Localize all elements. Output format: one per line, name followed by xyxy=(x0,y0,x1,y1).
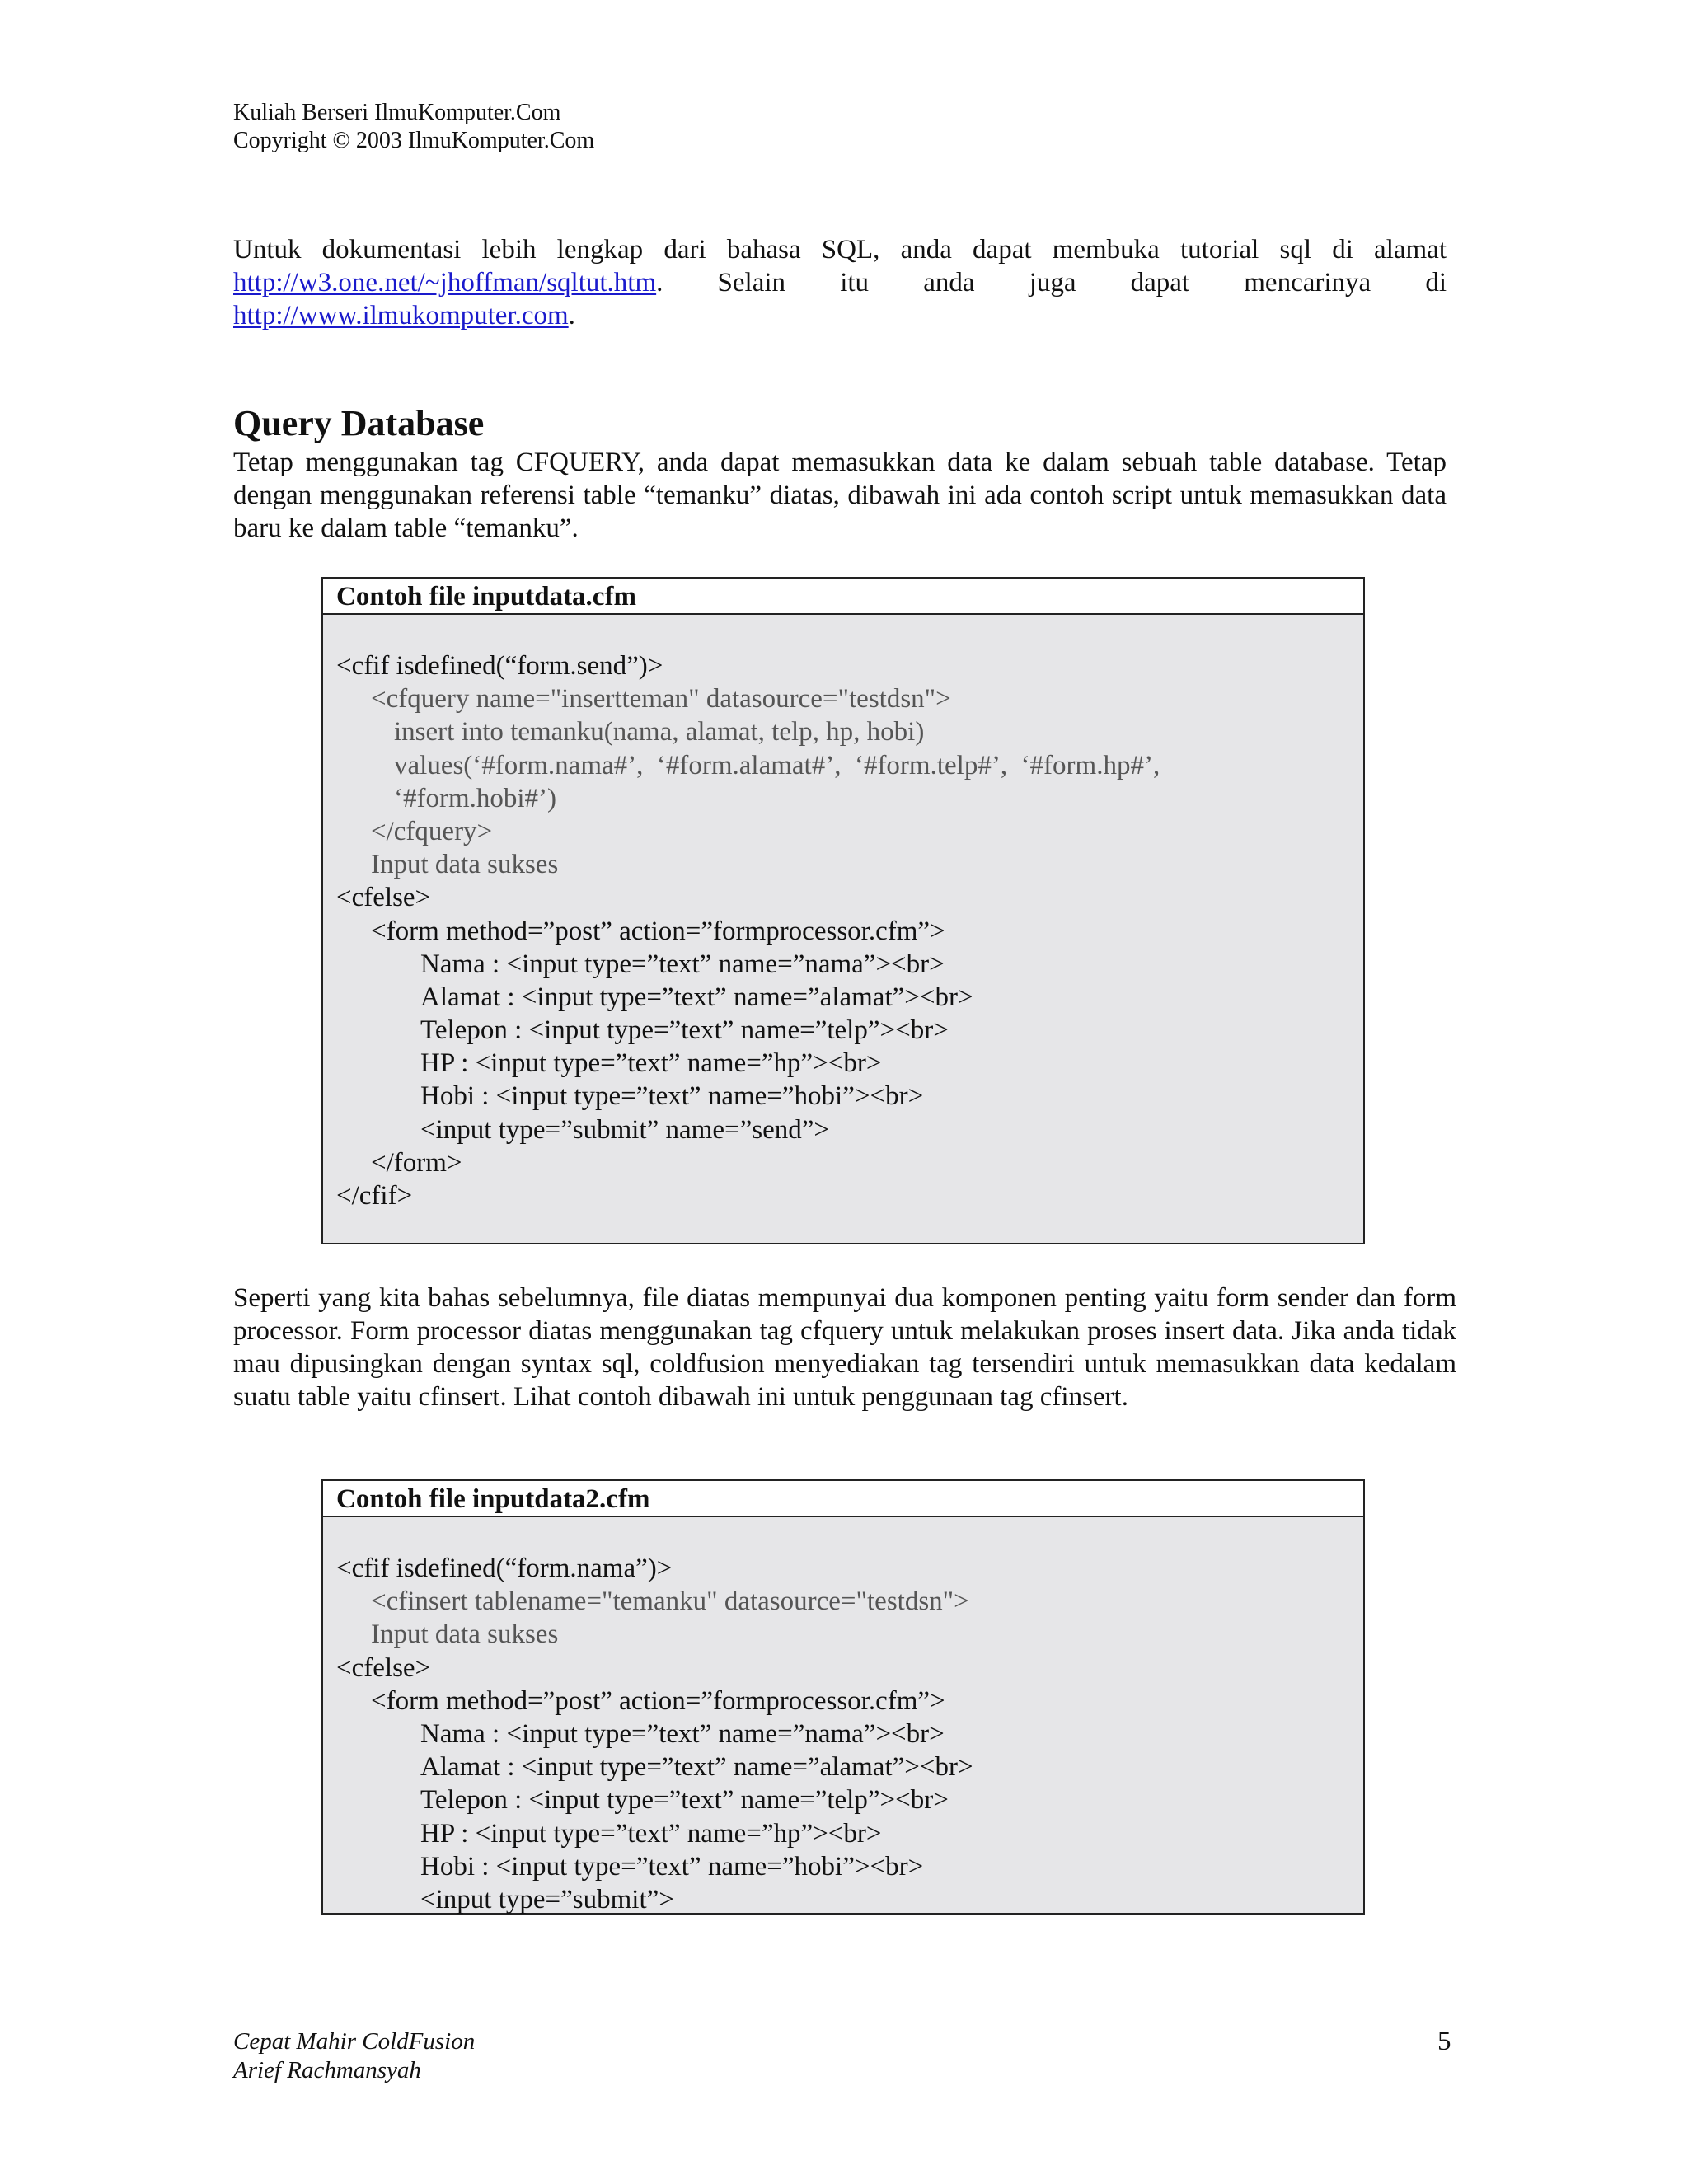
code-line: </form> xyxy=(371,1147,462,1178)
code-line: Nama : <input type=”text” name=”nama”><br> xyxy=(420,949,945,979)
intro-paragraph xyxy=(233,233,1447,332)
code-example-title: Contoh file inputdata2.cfm xyxy=(323,1481,1363,1517)
code-line: <cfelse> xyxy=(336,883,431,913)
code-line: Alamat : <input type=”text” name=”alamat”><br> xyxy=(420,1752,973,1783)
intro-text-1: Untuk dokumentasi lebih lengkap dari bahasa SQL, anda dapat membuka tutorial sql di alamat xyxy=(233,235,1447,265)
intro-text-2: . Selain itu anda juga dapat mencarinya di xyxy=(656,268,1447,298)
code-line: <cfelse> xyxy=(336,1652,431,1683)
code-line: Nama : <input type=”text” name=”nama”><br> xyxy=(420,1718,945,1749)
code-line: <cfinsert tablename="temanku" datasource="testdsn"> xyxy=(371,1586,969,1617)
section-paragraph-1: Tetap menggunakan tag CFQUERY, anda dapat memasukkan data ke dalam sebuah table database. Tetap dengan menggunakan referensi table “temanku” diatas, dibawah ini ada contoh script untuk memasukkan data baru ke dalam table “temanku”. xyxy=(233,448,1447,543)
code-line: ‘#form.hobi#’) xyxy=(394,783,557,813)
code-line: <cfif isdefined(“form.send”)> xyxy=(336,651,663,681)
code-line: HP : <input type=”text” name=”hp”><br> xyxy=(420,1818,882,1849)
page-footer xyxy=(233,2027,475,2085)
code-line: Input data sukses xyxy=(371,1619,559,1650)
intro-text-3: . xyxy=(568,301,575,330)
code-line: <cfif isdefined(“form.nama”)> xyxy=(336,1554,673,1583)
page-number: 5 xyxy=(1437,2027,1451,2056)
sqltut-link[interactable]: http://w3.one.net/~jhoffman/sqltut.htm xyxy=(233,268,657,298)
code-line: values(‘#form.nama#’, ‘#form.alamat#’, ‘#form.telp#’, ‘#form.hp#’, xyxy=(394,750,1160,780)
code-block xyxy=(323,615,1363,1212)
code-line: insert into temanku(nama, alamat, telp, hp, hobi) xyxy=(394,717,925,748)
ilmukomputer-link[interactable]: http://www.ilmukomputer.com xyxy=(233,301,569,330)
code-block xyxy=(323,1517,1363,1916)
code-line: HP : <input type=”text” name=”hp”><br> xyxy=(420,1048,882,1079)
code-line: Alamat : <input type=”text” name=”alamat”><br> xyxy=(420,982,973,1012)
code-example-title: Contoh file inputdata.cfm xyxy=(323,579,1363,615)
code-line: Hobi : <input type=”text” name=”hobi”><br> xyxy=(420,1851,924,1882)
code-line: <cfquery name="insertteman" datasource="testdsn"> xyxy=(371,684,951,715)
page-header xyxy=(233,99,594,155)
code-line: </cfif> xyxy=(336,1181,413,1211)
header-line-1: Kuliah Berseri IlmuKomputer.Com xyxy=(233,100,561,125)
code-line: Telepon : <input type=”text” name=”telp”><br> xyxy=(420,1015,949,1046)
code-line: <form method=”post” action=”formprocessor.cfm”> xyxy=(371,916,945,946)
code-line: <form method=”post” action=”formprocessor.cfm”> xyxy=(371,1685,945,1716)
section-title: Query Database xyxy=(233,403,485,443)
footer-author: Arief Rachmansyah xyxy=(233,2057,421,2083)
code-example-inputdata xyxy=(321,577,1365,1244)
code-line: Hobi : <input type=”text” name=”hobi”><br> xyxy=(420,1081,924,1112)
code-example-inputdata2 xyxy=(321,1479,1365,1915)
code-line: <input type=”submit”> xyxy=(420,1884,674,1915)
section-paragraph-2: Seperti yang kita bahas sebelumnya, file diatas mempunyai dua komponen penting yaitu form sender dan form processor. Form processor diatas menggunakan tag cfquery untuk melakukan proses insert data. Jika anda tidak mau dipusingkan dengan syntax sql, coldfusion menyediakan tag tersendiri untuk memasukkan data kedalam suatu table yaitu cfinsert. Lihat contoh dibawah ini untuk penggunaan tag cfinsert. xyxy=(233,1283,1456,1412)
header-line-2: Copyright © 2003 IlmuKomputer.Com xyxy=(233,128,595,153)
code-line: Input data sukses xyxy=(371,850,559,880)
code-line: </cfquery> xyxy=(371,816,493,846)
code-line: <input type=”submit” name=”send”> xyxy=(420,1114,829,1145)
code-line: Telepon : <input type=”text” name=”telp”><br> xyxy=(420,1785,949,1816)
footer-book-title: Cepat Mahir ColdFusion xyxy=(233,2028,476,2055)
